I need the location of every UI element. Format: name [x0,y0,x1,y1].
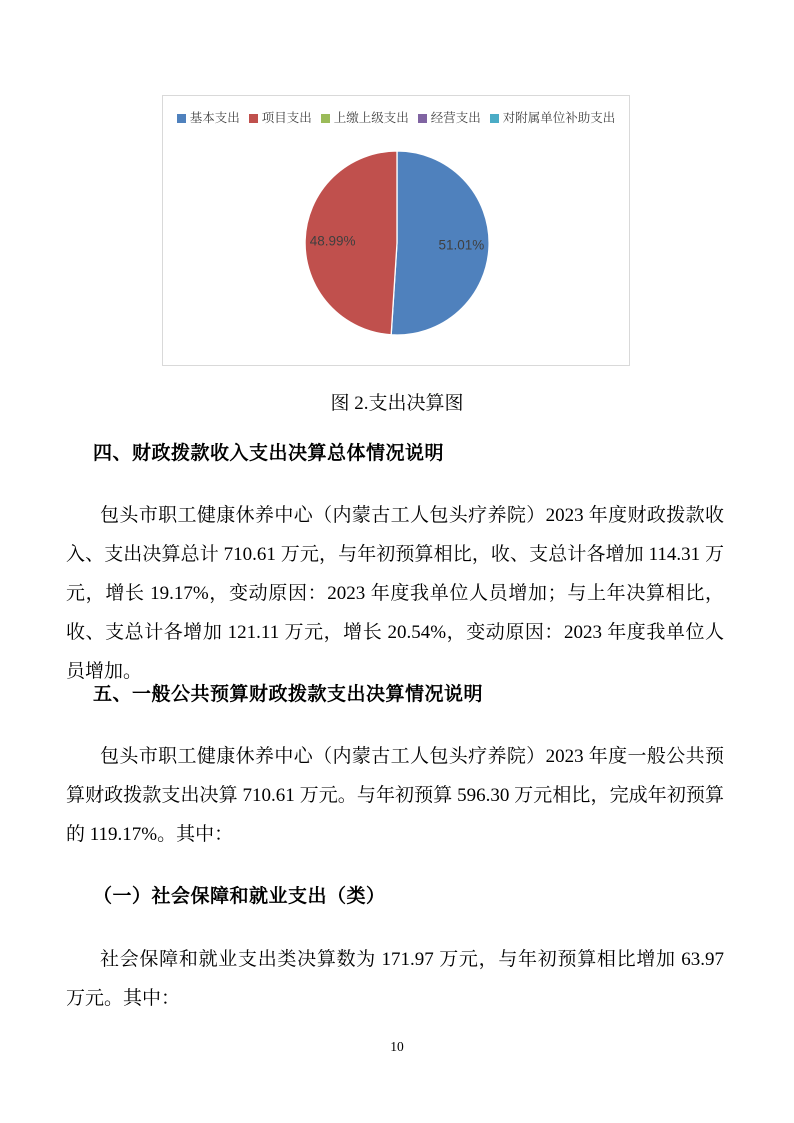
subsection-heading-1: （一）社会保障和就业支出（类） [93,886,386,907]
legend-swatch [418,114,427,123]
legend-item [177,111,240,125]
legend-label: 对附属单位补助支出 [502,111,616,125]
section-heading-4: 四、财政拨款收入支出决算总体情况说明 [93,443,445,464]
expenditure-pie-chart [162,95,630,366]
figure-caption: 图 2.支出决算图 [330,393,464,414]
legend-swatch [177,114,186,123]
chart-legend [163,111,629,125]
section-heading-5: 五、一般公共预算财政拨款支出决算情况说明 [93,684,484,705]
page-number: 10 [390,1039,404,1054]
pie-slice-label: 48.99% [309,233,356,249]
legend-swatch [321,114,330,123]
legend-label: 上缴上级支出 [333,111,409,125]
legend-item [490,111,616,125]
legend-item [249,111,312,125]
pie-slice-label: 51.01% [438,237,485,253]
legend-swatch [249,114,258,123]
legend-label: 项目支出 [261,111,312,125]
pie-chart-svg [302,148,492,338]
subsection-1-paragraph: 社会保障和就业支出类决算数为 171.97 万元，与年初预算相比增加 63.97 万元。其中： [66,949,724,1009]
legend-label: 经营支出 [430,111,481,125]
legend-item [418,111,481,125]
legend-swatch [490,114,499,123]
legend-label: 基本支出 [189,111,240,125]
legend-item [321,111,409,125]
section-4-paragraph: 包头市职工健康休养中心（内蒙古工人包头疗养院）2023 年度财政拨款收入、支出决算总计 710.61 万元，与年初预算相比，收、支总计各增加 114.31 万元，增长 19.17%，变动原因：2023 年度我单位人员增加；与上年决算相比，收、支总计各增加 121.11 万元，增长 20.54%，变动原因：2023 年度我单位人员增加。 [66,505,724,682]
section-5-paragraph: 包头市职工健康休养中心（内蒙古工人包头疗养院）2023 年度一般公共预算财政拨款支出决算 710.61 万元。与年初预算 596.30 万元相比，完成年初预算的 119.17%。其中： [66,746,724,845]
